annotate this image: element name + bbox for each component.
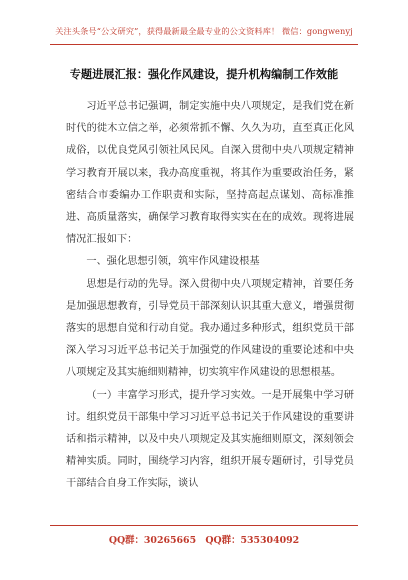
paragraph-subsection-1: （一）丰富学习形式，提升学习实效。一是开展集中学习研讨。组织党员干部集中学习习近平总书记关于作风建设的重要讲话和指示精神，以及中央八项规定及其实施细则原文，深刻领会精神实质。同时，围绕学习内容，组织开展专题研讨，引导党员干部结合自身工作实际，谈认	[66, 389, 354, 490]
footer-divider	[50, 525, 358, 526]
paragraph-section-1: 思想是行动的先导。深入贯彻中央八项规定精神，首要任务是加强思想教育，引导党员干部深刻认识其重大意义，增强贯彻落实的思想自觉和行动自觉。我办通过多种形式，组织党员干部深入学习习近平总书记关于加强党的作风建设的重要论述和中央八项规定及其实施细则精神，切实筑牢作风建设的思想根基。	[66, 278, 354, 379]
qq-group-2: QQ群：535304092	[205, 535, 300, 546]
header-divider	[50, 44, 358, 45]
footer-note	[0, 532, 408, 546]
section-heading-1: 一、强化思想引领，筑牢作风建设根基	[86, 256, 260, 268]
header-note: 关注头条号“公文研究”，获得最新最全最专业的公文资料库！ 微信：gongwenyj	[55, 26, 353, 36]
document-body	[66, 96, 354, 496]
document-title: 专题进展汇报：强化作风建设，提升机构编制工作效能	[69, 67, 339, 81]
qq-group-1: QQ群：30265665	[108, 535, 197, 546]
paragraph-intro: 习近平总书记强调，制定实施中央八项规定，是我们党在新时代的徙木立信之举，必须常抓不懈、久久为功，直至真正化风成俗，以优良党风引领社风民风。自深入贯彻中央八项规定精神学习教育开展以来，我办高度重视，将其作为重要政治任务，紧密结合市委编办工作职责和实际，坚持高起点谋划、高标准推进、高质量落实，确保学习教育取得实实在在的成效。现将进展情况汇报如下：	[66, 101, 354, 246]
